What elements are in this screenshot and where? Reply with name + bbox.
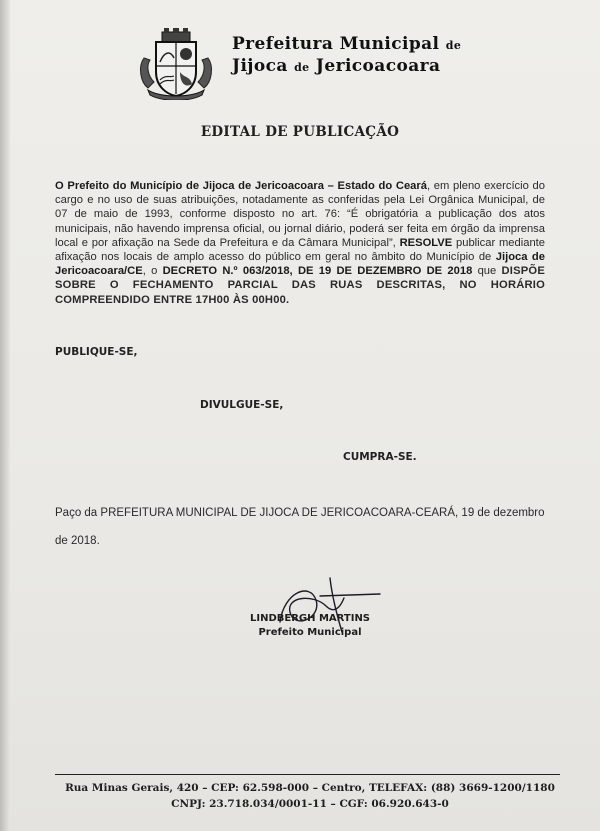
body-decreto: DECRETO N.º 063/2018, DE 19 DE DEZEMBRO DE 2018 [162, 265, 473, 278]
brand-line1-de: de [445, 39, 462, 52]
closing-divulgue: DIVULGUE-SE, [200, 399, 284, 411]
footer-address: Rua Minas Gerais, 420 – CEP: 62.598-000 – Centro, TELEFAX: (88) 3669-1200/1180 [65, 782, 555, 794]
paco-statement: Paço da PREFEITURA MUNICIPAL DE JIJOCA DE JERICOACOARA-CEARÁ, 19 de dezembro de 2018. [55, 507, 545, 547]
body-text-1: , em pleno exercício do cargo e no uso de suas atribuições, notadamente as conferidas pela Lei Orgânica Municipal, de 07 de maio de 1993, conforme disposto no art. 76: “É obrigatória a publicação dos atos municipais, não havendo imprensa oficial, ou jornal diário, poderá ser feita em órgão da imprensa local e por afixação na Sede da Prefeitura e da Câmara Municipal”, [55, 180, 545, 249]
municipal-crest-icon [134, 28, 218, 100]
closing-publique: PUBLIQUE-SE, [55, 346, 138, 358]
brand-line2-jericoacoara: Jericoacoara [315, 56, 441, 76]
signer-name: LINDBERGH MARTINS [249, 613, 371, 624]
signer-role: Prefeito Municipal [258, 627, 362, 638]
body-resolve: RESOLVE [399, 236, 453, 249]
brand-line1-main: Prefeitura Municipal [232, 34, 440, 54]
body-municipio: Jijoca de Jericoacoara/CE [55, 251, 545, 278]
closing-cumpra: CUMPRA-SE. [343, 451, 417, 463]
body-dispoe: DISPÕE SOBRE O FECHAMENTO PARCIAL DAS RUAS DESCRITAS, NO HORÁRIO COMPREENDIDO ENTRE 17H00 ÀS 00H00. [55, 265, 545, 306]
body-text-3: , o [142, 265, 163, 278]
brand-line2-jijoca: Jijoca [232, 56, 288, 76]
signature-block [240, 612, 380, 640]
footer [60, 780, 560, 812]
brand-line2-de: de [294, 61, 310, 74]
footer-divider [55, 774, 560, 775]
body-text-2: publicar mediante afixação nos locais de amplo acesso do público em geral no âmbito do Município de [55, 236, 545, 264]
document-title: EDITAL DE PUBLICAÇÃO [200, 124, 400, 140]
body-prefeito: O Prefeito do Município de Jijoca de Jericoacoara – Estado do Ceará [55, 180, 427, 192]
body-text-4: que [472, 265, 502, 278]
prefeitura-brand [232, 34, 461, 76]
edital-body [55, 179, 545, 307]
footer-ids: CNPJ: 23.718.034/0001-11 – CGF: 06.920.643-0 [171, 798, 449, 810]
